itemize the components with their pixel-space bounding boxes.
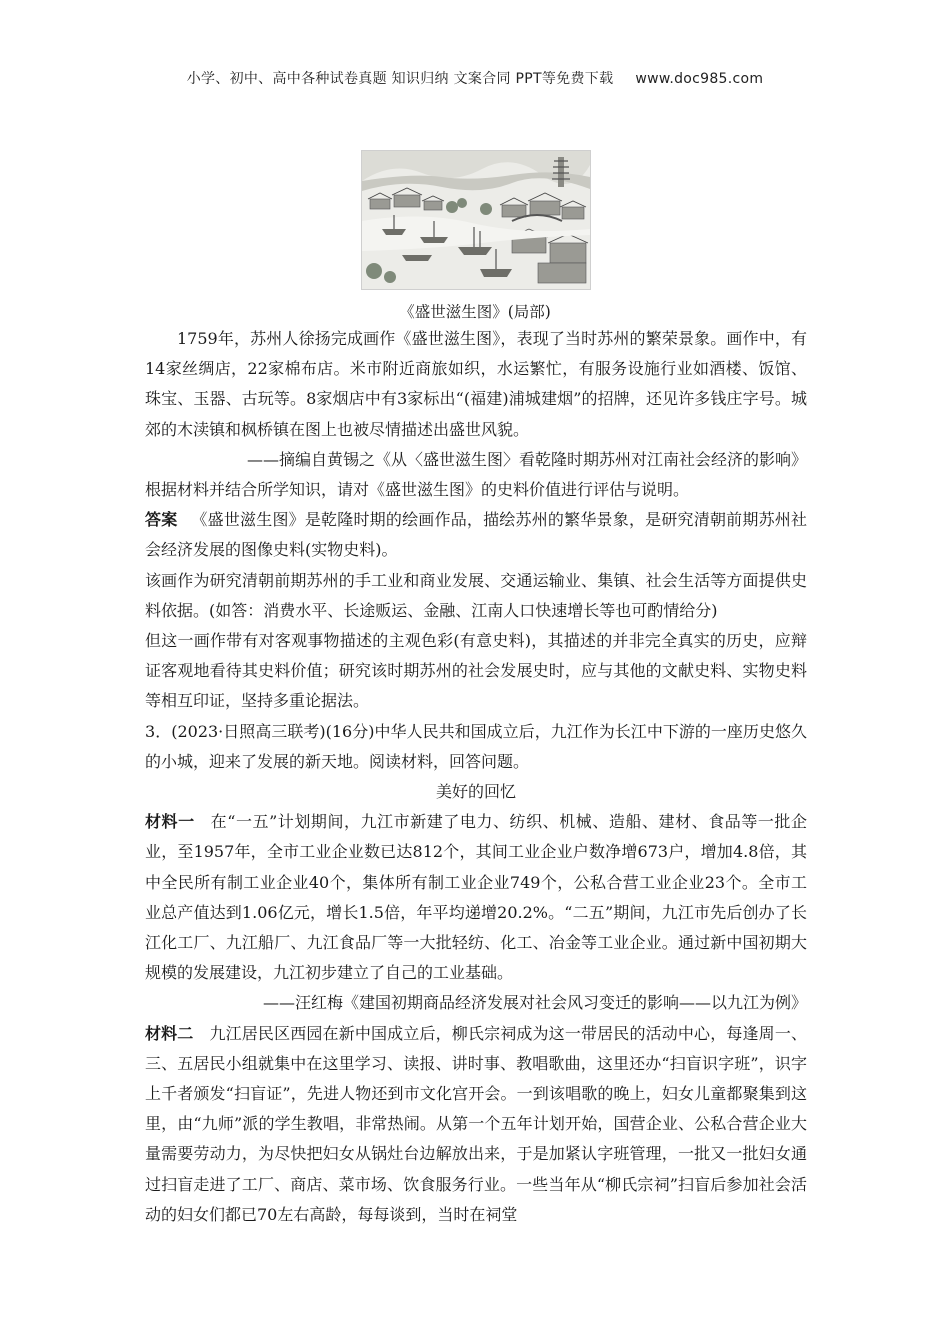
- material-1: [145, 807, 807, 988]
- material-1-text: 在“一五”计划期间，九江市新建了电力、纺织、机械、造船、建材、食品等一批企业，至1957年，全市工业企业数已达812个，其间工业企业户数净增673户，增加4.8倍，其中全民所有制工业企业40个，集体所有制工业企业749个，公私合营工业企业23个。全市工业总产值达到1.06亿元，增长1.5倍，年平均递增20.2%。“二五”期间，九江市先后创办了长江化工厂、九江船厂、九江食品厂等一大批轻纺、化工、冶金等工业企业。通过新中国初期大规模的发展建设，九江初步建立了自己的工业基础。: [145, 812, 807, 983]
- painting-image: [361, 150, 591, 290]
- answer-text-2: 该画作为研究清朝前期苏州的手工业和商业发展、交通运输业、集镇、社会生活等方面提供史料依据。(如答：消费水平、长途贩运、金融、江南人口快速增长等也可酌情给分): [145, 570, 807, 620]
- answer-label: 答案: [145, 510, 178, 530]
- q3-intro: 3．(2023·日照高三联考)(16分)中华人民共和国成立后，九江作为长江中下游的一座历史悠久的小城，迎来了发展的新天地。阅读材料，回答问题。: [145, 721, 807, 771]
- answer-text-1: 《盛世滋生图》是乾隆时期的绘画作品，描绘苏州的繁华景象，是研究清朝前期苏州社会经济发展的图像史料(实物史料)。: [145, 510, 807, 560]
- page-header: [0, 68, 950, 88]
- q3-title: 美好的回忆: [435, 782, 516, 802]
- painting-illustration: [362, 151, 590, 289]
- material-2: [145, 1019, 807, 1230]
- material-2-label: 材料二: [145, 1023, 194, 1043]
- main-content: [145, 324, 807, 1230]
- material-1-source: ——汪红梅《建国初期商品经济发展对社会风习变迁的影响——以九江为例》: [262, 993, 807, 1013]
- q2-question: 根据材料并结合所学知识，请对《盛世滋生图》的史料价值进行评估与说明。: [145, 480, 690, 500]
- figure-caption: 《盛世滋生图》(局部): [399, 303, 551, 321]
- material-1-label: 材料一: [145, 812, 195, 832]
- q2-passage: 1759年，苏州人徐扬完成画作《盛世滋生图》，表现了当时苏州的繁荣景象。画作中，有14家丝绸店，22家棉布店。米市附近商旅如织，水运繁忙，有服务设施行业如酒楼、饭馆、珠宝、玉器、古玩等。8家烟店中有3家标出“(福建)浦城建烟”的招牌，还见许多钱庄字号。城郊的木渎镇和枫桥镇在图上也被尽情描述出盛世风貌。: [145, 329, 807, 439]
- answer-text-3: 但这一画作带有对客观事物描述的主观色彩(有意史料)，其描述的并非完全真实的历史，应辩证客观地看待其史料价值；研究该时期苏州的社会发展史时，应与其他的文献史料、实物史料等相互印证，坚持多重论据法。: [145, 631, 807, 711]
- material-2-text: 九江居民区西园在新中国成立后，柳氏宗祠成为这一带居民的活动中心，每逢周一、三、五居民小组就集中在这里学习、读报、讲时事、教唱歌曲，这里还办“扫盲识字班”，识字上千者颁发“扫盲证”，先进人物还到市文化宫开会。一到该唱歌的晚上，妇女儿童都聚集到这里，由“九师”派的学生教唱，非常热闹。从第一个五年计划开始，国营企业、公私合营企业大量需要劳动力，为尽快把妇女从锅灶台边解放出来，于是加紧认字班管理，一批又一批妇女通过扫盲走进了工厂、商店、菜市场、饮食服务行业。一些当年从“柳氏宗祠”扫盲后参加社会活动的妇女们都已70左右高龄，每每谈到，当时在祠堂: [145, 1023, 807, 1224]
- header-url[interactable]: www.doc985.com: [635, 71, 764, 87]
- header-text: 小学、初中、高中各种试卷真题 知识归纳 文案合同 PPT等免费下载: [186, 71, 614, 87]
- q2-answer: [145, 505, 807, 565]
- q2-source: ——摘编自黄锡之《从〈盛世滋生图〉看乾隆时期苏州对江南社会经济的影响》: [246, 449, 807, 469]
